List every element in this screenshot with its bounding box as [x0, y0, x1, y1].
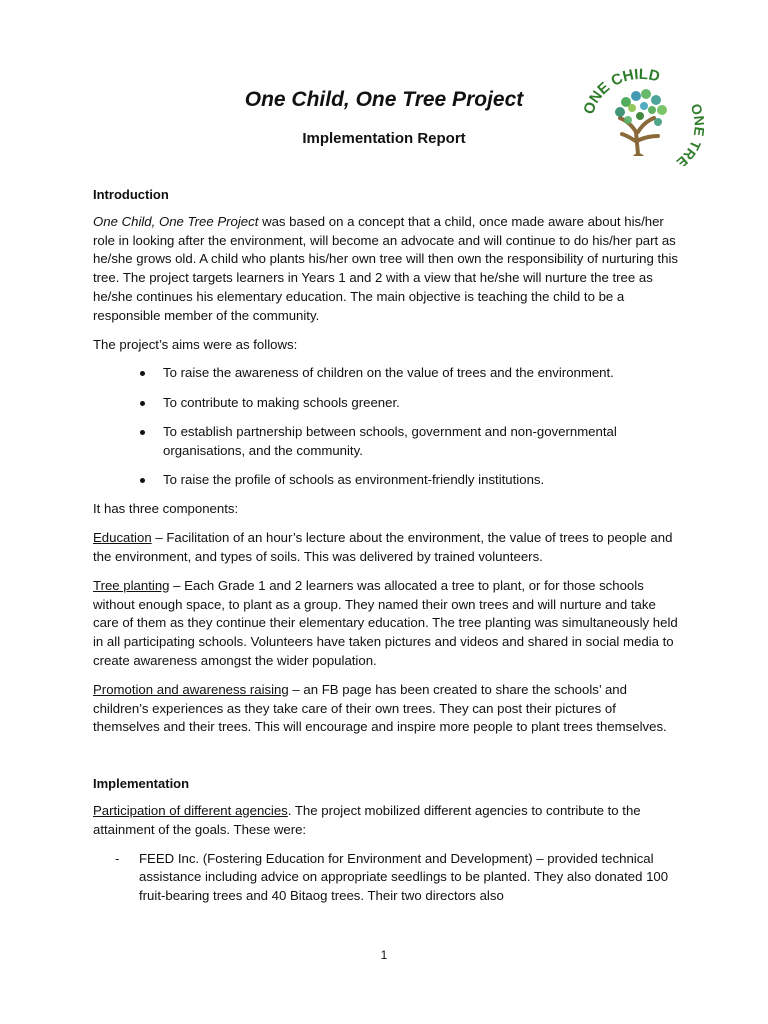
document-title: One Child, One Tree Project	[244, 88, 524, 111]
dash-marker: -	[115, 850, 120, 866]
intro-project-name: One Child, One Tree Project	[93, 213, 259, 229]
agency-text: FEED Inc. (Fostering Education for Environment and Development) – provided technical assistance including advice on appropriate seedlings to be planted. They also donated 100 fruit-bearing trees and 40 Bitaog trees. Their two directors also	[139, 850, 669, 904]
implementation-heading: Implementation	[93, 776, 190, 792]
component-text: – Facilitation of an hour’s lecture about the environment, the value of trees to people and the environment, and types of soils. This was delivered by trained volunteers.	[93, 530, 673, 564]
document-subtitle: Implementation Report	[302, 130, 466, 147]
document-body	[93, 186, 683, 906]
component-text: – an FB page has been created to share the schools’ and children’s experiences as they take care of their own trees. They can post their pictures of themselves and their trees. This will encourage and inspire more people to plant trees themselves.	[93, 681, 667, 735]
aims-list	[93, 364, 683, 489]
intro-paragraph	[93, 213, 683, 326]
agency-item	[93, 850, 683, 906]
intro-paragraph-text: was based on a concept that a child, once made aware about his/her role in looking after the environment, will become an advocate and will continue to do his/her part as he/she grows old. A child who plants his/her own tree will then own the responsibility of nurturing this tree. The project targets learners in Years 1 and 2 with a view that he/she will nurture the tree as he/she continues his elementary education. The main objective is teaching the child to be a responsible member of the community.	[93, 213, 678, 323]
component-tree-planting	[93, 577, 683, 671]
project-logo	[578, 62, 704, 166]
aim-item: To raise the awareness of children on the value of trees and the environment.	[93, 364, 683, 383]
introduction-heading: Introduction	[93, 187, 169, 202]
section-spacer	[93, 747, 683, 775]
participation-text: . The project mobilized different agencies to contribute to the attainment of the goals. These were:	[93, 802, 641, 837]
component-promotion	[93, 681, 683, 737]
agencies-list	[93, 850, 683, 906]
aim-item: To contribute to making schools greener.	[93, 394, 683, 413]
tree-logo-icon	[578, 62, 704, 166]
component-label: Promotion and awareness raising	[93, 681, 289, 697]
logo-text-top: ONE CHILD	[580, 65, 662, 117]
components-lead: It has three components:	[93, 501, 239, 517]
component-education	[93, 529, 683, 567]
page-number: 1	[380, 948, 388, 962]
component-text: – Each Grade 1 and 2 learners was allocated a tree to plant, or for those schools without enough space, to plant as a group. They named their own trees and will nurture and take care of them as they continue their elementary education. The tree planting was simultaneously held in all participating schools. Volunteers have taken pictures and videos and shared in social media to create awareness amongst the wider population.	[93, 577, 678, 668]
aims-lead: The project’s aims were as follows:	[93, 336, 298, 352]
component-label: Tree planting	[93, 577, 170, 593]
aim-item: To establish partnership between schools, government and non-governmental organisations, and the community.	[93, 423, 683, 461]
logo-text-bottom: TRE	[673, 138, 704, 166]
participation-paragraph	[93, 802, 683, 840]
component-label: Education	[93, 530, 152, 546]
participation-label: Participation of different agencies	[93, 802, 288, 818]
aim-item: To raise the profile of schools as environment-friendly institutions.	[93, 471, 683, 490]
